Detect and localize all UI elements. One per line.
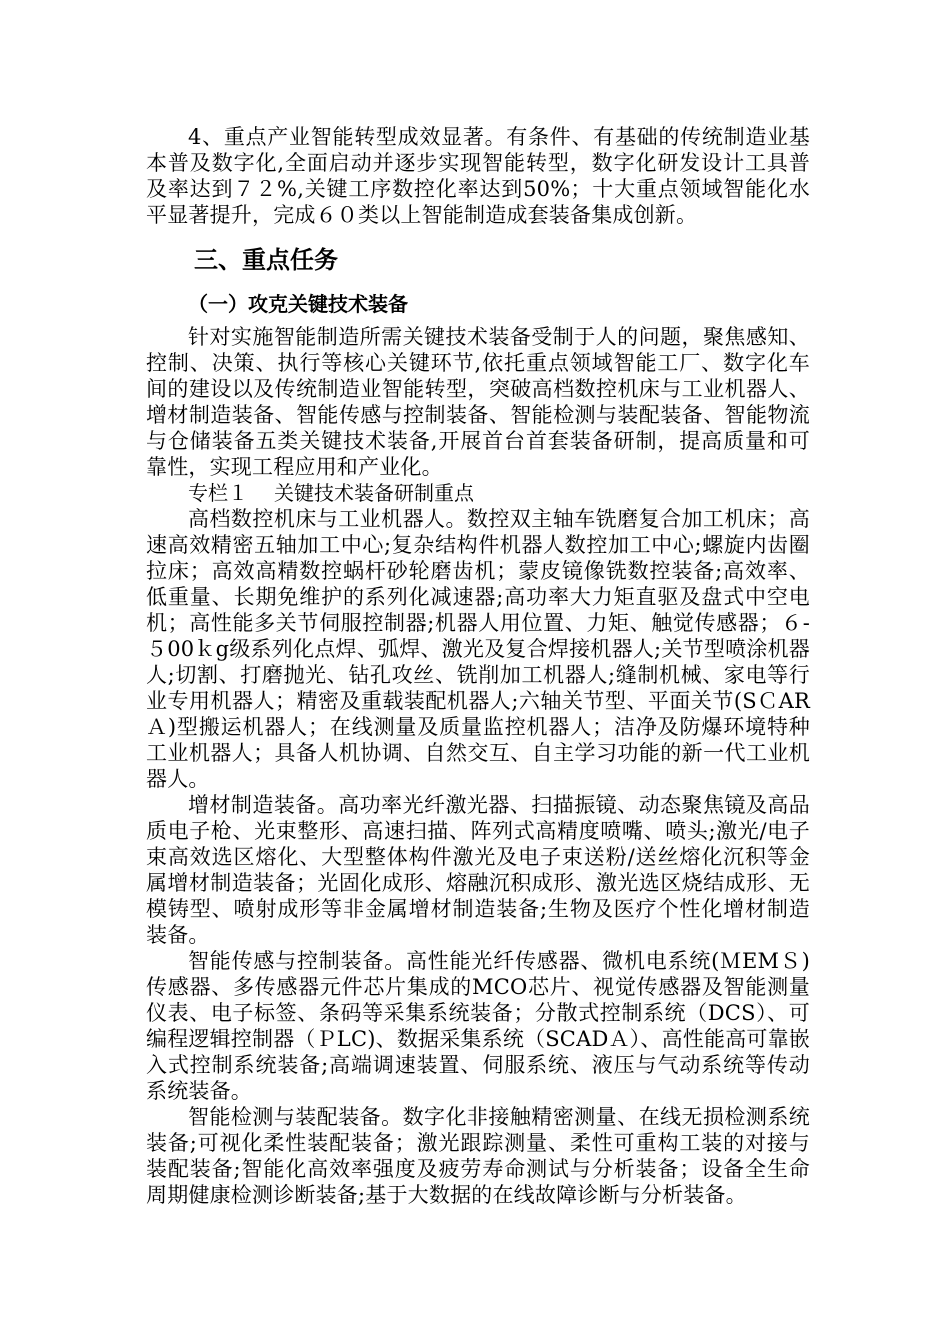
item-machine-tools-robots: 高档数控机床与工业机器人。数控双主轴车铣磨复合加工机床；高速高效精密五轴加工中心;复杂结构件机器人数控加工中心;螺旋内齿圈拉床；高效高精数控蜗杆砂轮磨齿机；蒙皮镜像铣数控装备;高效率、低重量、长期免维护的系列化减速器;高功率大力矩直驱及盘式中空电机；高性能多关节伺服控制器;机器人用位置、力矩、触觉传感器；６-５00ｋg级系列化点焊、弧焊、激光及复合焊接机器人;关节型喷涂机器人;切割、打磨抛光、钻孔攻丝、铣削加工机器人;缝制机械、家电等行业专用机器人；精密及重载装配机器人;六轴关节型、平面关节(SＣARＡ)型搬运机器人；在线测量及质量监控机器人；洁净及防爆环境特种工业机器人；具备人机协调、自然交互、自主学习功能的新一代工业机器人。	[146, 507, 810, 791]
item-sensing-control: 智能传感与控制装备。高性能光纤传感器、微机电系统(ＭEMＳ)传感器、多传感器元件芯片集成的MCO芯片、视觉传感器及智能测量仪表、电子标签、条码等采集系统装备；分散式控制系统（DCS）、可编程逻辑控制器（ＰLC)、数据采集系统（SCADＡ）、高性能高可靠嵌入式控制系统装备;高端调速装置、伺服系统、液压与气动系统等传动系统装备。	[146, 949, 810, 1103]
box-title	[146, 480, 810, 506]
section-heading: 三、重点任务	[194, 246, 338, 274]
item-additive-manufacturing: 增材制造装备。高功率光纤激光器、扫描振镜、动态聚焦镜及高品质电子枪、光束整形、高速扫描、阵列式高精度喷嘴、喷头;激光/电子束高效选区熔化、大型整体构件激光及电子束送粉/送丝熔化沉积等金属增材制造装备；光固化成形、熔融沉积成形、激光选区烧结成形、无模铸型、喷射成形等非金属增材制造装备;生物及医疗个性化增材制造装备。	[146, 793, 810, 947]
subsection-heading: （一）攻克关键技术装备	[188, 292, 408, 316]
intro-paragraph: 4、重点产业智能转型成效显著。有条件、有基础的传统制造业基本普及数字化,全面启动并逐步实现智能转型，数字化研发设计工具普及率达到７２%,关键工序数控化率达到50%；十大重点领域智能化水平显著提升，完成６０类以上智能制造成套装备集成创新。	[146, 125, 810, 227]
box-title-text: 关键技术装备研制重点	[274, 481, 474, 505]
item-inspection-assembly: 智能检测与装配装备。数字化非接触精密测量、在线无损检测系统装备;可视化柔性装配装备；激光跟踪测量、柔性可重构工装的对接与装配装备;智能化高效率强度及疲劳寿命测试与分析装备；设备全生命周期健康检测诊断装备;基于大数据的在线故障诊断与分析装备。	[146, 1105, 810, 1207]
box-label: 专栏１	[188, 481, 248, 505]
document-page	[146, 124, 810, 1208]
subsection-body: 针对实施智能制造所需关键技术装备受制于人的问题，聚焦感知、控制、决策、执行等核心关键环节,依托重点领域智能工厂、数字化车间的建设以及传统制造业智能转型，突破高档数控机床与工业机器人、增材制造装备、智能传感与控制装备、智能检测与装配装备、智能物流与仓储装备五类关键技术装备,开展首台首套装备研制，提高质量和可靠性，实现工程应用和产业化。	[146, 325, 810, 479]
